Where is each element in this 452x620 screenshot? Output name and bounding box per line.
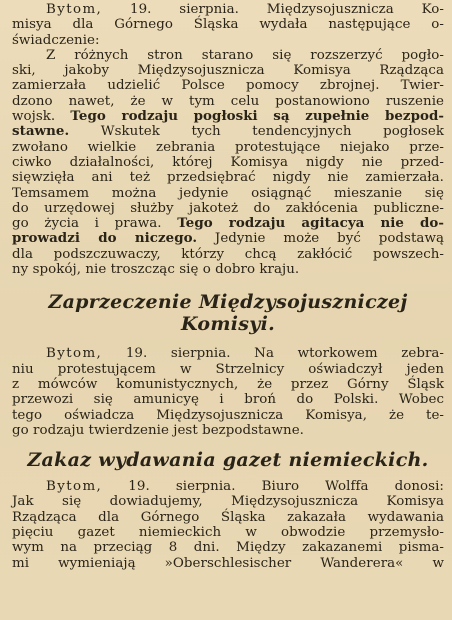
text-line: tego oświadcza Międzysojusznicza Komisya, że te- (12, 407, 444, 423)
text-run: Jedynie może być podstawą (197, 231, 444, 247)
article-denial (12, 346, 444, 438)
bold-text: stawne. (12, 123, 70, 140)
text-line: ciwko działalności, której Komisya nigdy nie przed- (12, 154, 444, 170)
text-line: go rodzaju twierdzenie jest bezpodstawne. (12, 422, 304, 438)
text-run: go życia i prawa. (12, 216, 178, 232)
bold-text: Tego rodzaju agitacya nie do- (177, 215, 445, 232)
text-line: Jak się dowiadujemy, Międzysojusznicza Komisya (12, 494, 444, 510)
text-line: Temsamem można jedynie osiągnąć mieszanie się (12, 185, 444, 201)
text-line: dla podszczuwaczy, którzy chcą zakłócić powszech- (12, 246, 444, 262)
text-line: wym na przeciąg 8 dni. Między zakazanemi pisma- (12, 540, 444, 556)
bold-text: Tego rodzaju pogłoski są zupełnie bezpod- (70, 108, 444, 125)
bold-text: prowadzi do niczego. (12, 230, 198, 247)
text-line: niu protestującem w Strzelnicy oświadczył jeden (12, 361, 444, 377)
article-interallied-commission (12, 2, 444, 277)
text-line: misya dla Górnego Śląska wydała następujące o- (12, 17, 444, 33)
text-run: Wskutek tych tendencyjnych pogłosek (69, 124, 444, 140)
text-line: zwołano wielkie zebrania protestujące niejako prze- (12, 139, 444, 155)
article-newspaper-ban (12, 479, 444, 571)
text-line (12, 109, 444, 124)
text-line: Rządząca dla Górnego Śląska zakazała wydawania (12, 509, 444, 525)
text-line (12, 216, 444, 231)
text-line: przewozi się amunicyę i broń do Polski. Wobec (12, 392, 444, 408)
text-line: Z różnych stron starano się rozszerzyć pogło- (46, 47, 444, 63)
headline-denial: Zaprzeczenie Międzysojuszniczej Komisyi. (48, 291, 408, 336)
text-line: z mówców komunistycznych, że przez Górny Śląsk (12, 376, 444, 392)
text-run: wojsk. (12, 109, 71, 125)
text-line: Bytom, 19. sierpnia. Biuro Wolffa donosi: (46, 479, 444, 495)
text-line: mi wymieniają »Oberschlesischer Wanderera« w (12, 555, 444, 571)
text-line: pięciu gazet niemieckich w obwodzie przemysło- (12, 525, 444, 541)
text-line: zamierzała udzielić Polsce pomocy zbrojnej. Twier- (12, 78, 444, 94)
text-line: do urzędowej służby jakoteż do zakłócenia publiczne- (12, 200, 444, 216)
text-line: Bytom, 19. sierpnia. Międzysojusznicza Ko- (46, 2, 444, 17)
text-line (12, 124, 444, 139)
headline-newspaper-ban: Zakaz wydawania gazet niemieckich. (27, 449, 429, 472)
text-line: sięwzięła ani też przedsiębrać nigdy nie zamierzała. (12, 170, 444, 186)
text-line (12, 231, 444, 246)
text-line: ski, jakoby Międzysojusznicza Komisya Rządząca (12, 63, 444, 79)
text-line: ny spokój, nie troszcząc się o dobro kraju. (12, 262, 300, 278)
text-line: dzono nawet, że w tym celu postanowiono ruszenie (12, 93, 444, 109)
text-line: świadczenie: (12, 32, 100, 48)
text-line: Bytom, 19. sierpnia. Na wtorkowem zebra- (46, 346, 444, 362)
